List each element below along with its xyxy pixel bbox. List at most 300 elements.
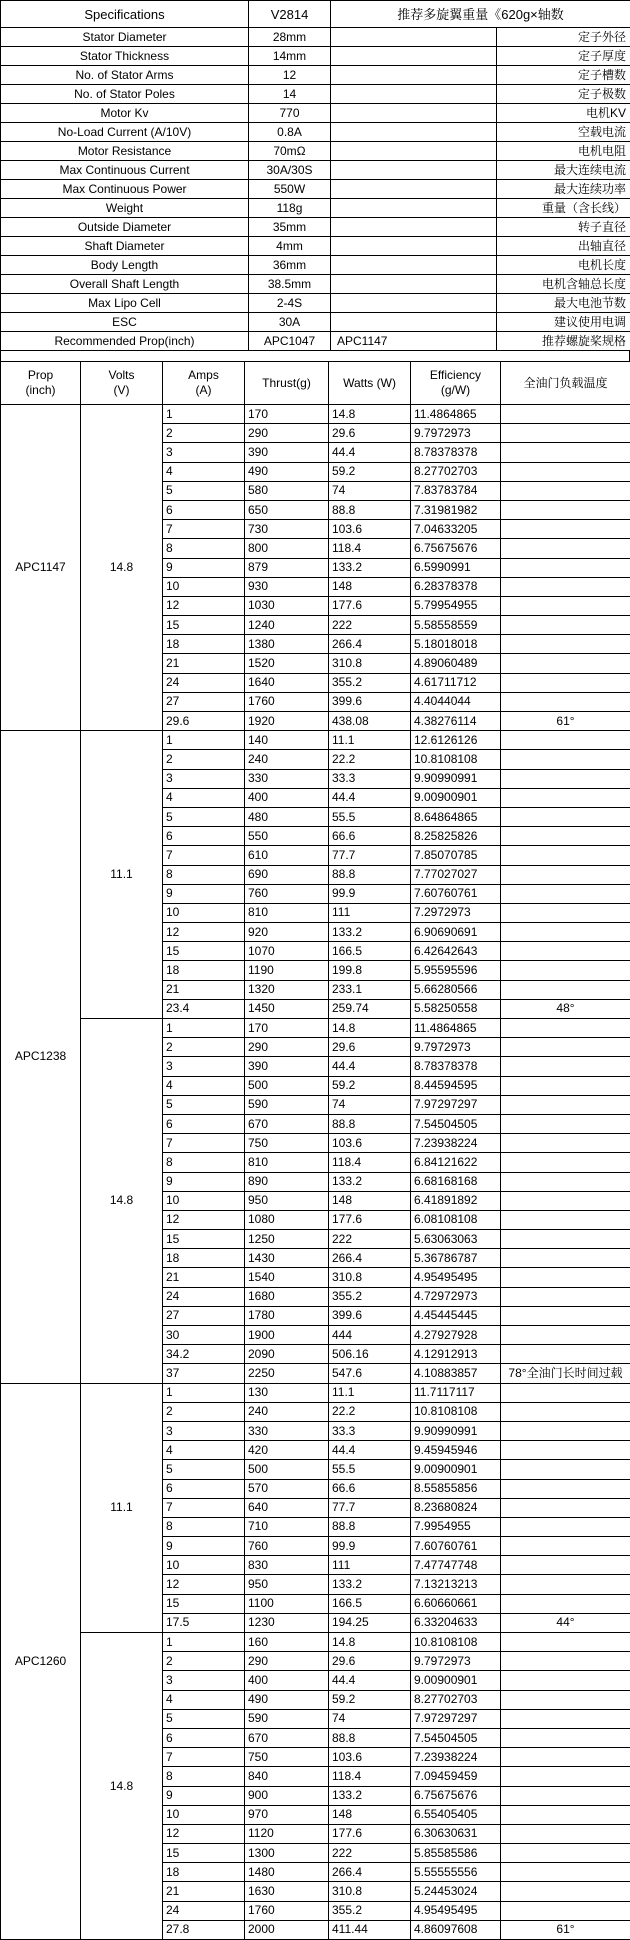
temperature-value <box>501 1421 630 1440</box>
temperature-value <box>501 1633 630 1652</box>
amps-value: 8 <box>163 865 245 884</box>
thrust-value: 1320 <box>245 980 329 999</box>
spec-value: 70mΩ <box>249 142 331 161</box>
efficiency-value: 8.78378378 <box>411 1057 501 1076</box>
efficiency-value: 5.95595596 <box>411 961 501 980</box>
thrust-value: 1680 <box>245 1287 329 1306</box>
watts-value: 222 <box>329 616 411 635</box>
temperature-value: 78°全油门长时间过载 <box>501 1364 630 1383</box>
thrust-value: 900 <box>245 1786 329 1805</box>
efficiency-value: 5.85585586 <box>411 1844 501 1863</box>
temperature-value <box>501 1863 630 1882</box>
thrust-value: 590 <box>245 1709 329 1728</box>
watts-value: 44.4 <box>329 443 411 462</box>
volts-value: 14.8 <box>81 1019 163 1384</box>
efficiency-value: 11.4864865 <box>411 405 501 424</box>
thrust-value: 140 <box>245 731 329 750</box>
thrust-value: 290 <box>245 424 329 443</box>
spec-name-cn: 定子极数 <box>497 85 630 104</box>
amps-value: 1 <box>163 1633 245 1652</box>
efficiency-value: 4.95495495 <box>411 1268 501 1287</box>
efficiency-value: 9.7972973 <box>411 1038 501 1057</box>
efficiency-value: 4.27927928 <box>411 1326 501 1345</box>
watts-value: 29.6 <box>329 1038 411 1057</box>
thrust-value: 1480 <box>245 1863 329 1882</box>
temperature-value <box>501 1402 630 1421</box>
spec-blank <box>331 313 497 332</box>
amps-value: 1 <box>163 1383 245 1402</box>
amps-value: 3 <box>163 1057 245 1076</box>
performance-row <box>1 1019 630 1038</box>
amps-value: 27 <box>163 692 245 711</box>
amps-value: 10 <box>163 1191 245 1210</box>
temperature-value: 61° <box>501 712 630 731</box>
temperature-value <box>501 750 630 769</box>
amps-value: 2 <box>163 1402 245 1421</box>
efficiency-value: 4.89060489 <box>411 654 501 673</box>
amps-value: 7 <box>163 1748 245 1767</box>
amps-value: 5 <box>163 807 245 826</box>
thrust-value: 810 <box>245 1153 329 1172</box>
thrust-value: 390 <box>245 443 329 462</box>
watts-value: 88.8 <box>329 1517 411 1536</box>
spec-name-cn: 电机长度 <box>497 256 630 275</box>
temperature-value <box>501 827 630 846</box>
efficiency-value: 9.00900901 <box>411 1671 501 1690</box>
amps-value: 1 <box>163 405 245 424</box>
header-efficiency: Efficiency (g/W) <box>411 362 501 405</box>
amps-value: 15 <box>163 1230 245 1249</box>
header-volts: Volts (V) <box>81 362 163 405</box>
watts-value: 103.6 <box>329 1134 411 1153</box>
watts-value: 103.6 <box>329 1748 411 1767</box>
thrust-value: 710 <box>245 1517 329 1536</box>
efficiency-value: 11.7117117 <box>411 1383 501 1402</box>
spec-name: Stator Diameter <box>1 28 249 47</box>
watts-value: 77.7 <box>329 846 411 865</box>
amps-value: 37 <box>163 1364 245 1383</box>
amps-value: 4 <box>163 788 245 807</box>
efficiency-value: 7.9954955 <box>411 1517 501 1536</box>
thrust-value: 240 <box>245 1402 329 1421</box>
amps-value: 2 <box>163 1038 245 1057</box>
amps-value: 7 <box>163 520 245 539</box>
watts-value: 59.2 <box>329 462 411 481</box>
amps-value: 3 <box>163 1421 245 1440</box>
efficiency-value: 7.77027027 <box>411 865 501 884</box>
thrust-value: 730 <box>245 520 329 539</box>
spec-name-cn: 推荐螺旋桨规格 <box>497 332 630 351</box>
spec-blank <box>331 199 497 218</box>
watts-value: 77.7 <box>329 1498 411 1517</box>
temperature-value <box>501 846 630 865</box>
spec-name-cn: 定子槽数 <box>497 66 630 85</box>
efficiency-value: 7.2972973 <box>411 903 501 922</box>
thrust-value: 640 <box>245 1498 329 1517</box>
temperature-value <box>501 1786 630 1805</box>
efficiency-value: 5.55555556 <box>411 1863 501 1882</box>
amps-value: 2 <box>163 1652 245 1671</box>
thrust-value: 1450 <box>245 999 329 1018</box>
temperature-value <box>501 1575 630 1594</box>
amps-value: 10 <box>163 903 245 922</box>
watts-value: 259.74 <box>329 999 411 1018</box>
efficiency-value: 7.83783784 <box>411 481 501 500</box>
thrust-value: 750 <box>245 1134 329 1153</box>
thrust-value: 690 <box>245 865 329 884</box>
temperature-value <box>501 1095 630 1114</box>
spec-value: 770 <box>249 104 331 123</box>
efficiency-value: 7.31981982 <box>411 500 501 519</box>
amps-value: 12 <box>163 923 245 942</box>
temperature-value: 48° <box>501 999 630 1018</box>
temperature-value <box>501 443 630 462</box>
watts-value: 148 <box>329 1805 411 1824</box>
recommended-prop-1: APC1047 <box>249 332 331 351</box>
temperature-value <box>501 520 630 539</box>
amps-value: 1 <box>163 1019 245 1038</box>
thrust-value: 400 <box>245 788 329 807</box>
temperature-value <box>501 788 630 807</box>
amps-value: 5 <box>163 1460 245 1479</box>
thrust-value: 1030 <box>245 596 329 615</box>
thrust-value: 2250 <box>245 1364 329 1383</box>
watts-value: 74 <box>329 481 411 500</box>
thrust-value: 1520 <box>245 654 329 673</box>
temperature-value <box>501 980 630 999</box>
temperature-value <box>501 1671 630 1690</box>
amps-value: 21 <box>163 980 245 999</box>
thrust-value: 170 <box>245 1019 329 1038</box>
amps-value: 9 <box>163 1537 245 1556</box>
spec-blank <box>331 275 497 294</box>
spec-blank <box>331 28 497 47</box>
spec-name: Max Lipo Cell <box>1 294 249 313</box>
temperature-value <box>501 1517 630 1536</box>
spec-name: Max Continuous Current <box>1 161 249 180</box>
amps-value: 6 <box>163 500 245 519</box>
thrust-value: 1640 <box>245 673 329 692</box>
spec-name: Overall Shaft Length <box>1 275 249 294</box>
efficiency-value: 6.5990991 <box>411 558 501 577</box>
spec-row <box>1 161 630 180</box>
header-amps: Amps (A) <box>163 362 245 405</box>
spec-row <box>1 85 630 104</box>
efficiency-value: 6.90690691 <box>411 923 501 942</box>
thrust-value: 1430 <box>245 1249 329 1268</box>
efficiency-value: 8.25825826 <box>411 827 501 846</box>
watts-value: 11.1 <box>329 731 411 750</box>
watts-value: 133.2 <box>329 923 411 942</box>
amps-value: 8 <box>163 1767 245 1786</box>
watts-value: 74 <box>329 1095 411 1114</box>
temperature-value <box>501 1249 630 1268</box>
efficiency-value: 8.23680824 <box>411 1498 501 1517</box>
efficiency-value: 4.12912913 <box>411 1345 501 1364</box>
efficiency-value: 9.45945946 <box>411 1441 501 1460</box>
spec-blank <box>331 47 497 66</box>
spec-value: 30A <box>249 313 331 332</box>
watts-value: 266.4 <box>329 1249 411 1268</box>
spec-row <box>1 256 630 275</box>
temperature-value <box>501 539 630 558</box>
efficiency-value: 8.27702703 <box>411 462 501 481</box>
temperature-value <box>501 1556 630 1575</box>
efficiency-value: 9.00900901 <box>411 788 501 807</box>
prop-name: APC1147 <box>1 405 81 731</box>
thrust-value: 240 <box>245 750 329 769</box>
efficiency-value: 6.55405405 <box>411 1805 501 1824</box>
thrust-value: 1900 <box>245 1326 329 1345</box>
spec-name-cn: 定子外径 <box>497 28 630 47</box>
spec-row <box>1 313 630 332</box>
spec-name-cn: 转子直径 <box>497 218 630 237</box>
watts-value: 222 <box>329 1844 411 1863</box>
temperature-value <box>501 596 630 615</box>
watts-value: 88.8 <box>329 1728 411 1747</box>
efficiency-value: 6.30630631 <box>411 1824 501 1843</box>
amps-value: 10 <box>163 1556 245 1575</box>
spec-row <box>1 47 630 66</box>
amps-value: 4 <box>163 1076 245 1095</box>
thrust-value: 1300 <box>245 1844 329 1863</box>
thrust-value: 500 <box>245 1076 329 1095</box>
header-temperature: 全油门负载温度 <box>501 362 630 405</box>
temperature-value <box>501 923 630 942</box>
amps-value: 21 <box>163 1268 245 1287</box>
spec-value: 12 <box>249 66 331 85</box>
amps-value: 15 <box>163 616 245 635</box>
amps-value: 5 <box>163 481 245 500</box>
header-thrust: Thrust(g) <box>245 362 329 405</box>
volts-value: 14.8 <box>81 405 163 731</box>
thrust-value: 490 <box>245 462 329 481</box>
thrust-value: 810 <box>245 903 329 922</box>
efficiency-value: 6.41891892 <box>411 1191 501 1210</box>
efficiency-value: 5.58558559 <box>411 616 501 635</box>
efficiency-value: 9.00900901 <box>411 1460 501 1479</box>
spec-name-cn: 电机电阻 <box>497 142 630 161</box>
thrust-value: 330 <box>245 769 329 788</box>
temperature-value <box>501 424 630 443</box>
efficiency-value: 7.54504505 <box>411 1728 501 1747</box>
thrust-value: 670 <box>245 1728 329 1747</box>
thrust-value: 420 <box>245 1441 329 1460</box>
amps-value: 12 <box>163 1824 245 1843</box>
amps-value: 24 <box>163 1901 245 1920</box>
temperature-value <box>501 1210 630 1229</box>
spec-name-cn: 出轴直径 <box>497 237 630 256</box>
watts-value: 194.25 <box>329 1613 411 1632</box>
thrust-value: 1630 <box>245 1882 329 1901</box>
thrust-value: 970 <box>245 1805 329 1824</box>
thrust-value: 670 <box>245 1114 329 1133</box>
watts-value: 55.5 <box>329 807 411 826</box>
temperature-value <box>501 1594 630 1613</box>
thrust-value: 760 <box>245 1537 329 1556</box>
thrust-value: 1760 <box>245 692 329 711</box>
efficiency-value: 12.6126126 <box>411 731 501 750</box>
spec-blank <box>331 66 497 85</box>
efficiency-value: 11.4864865 <box>411 1019 501 1038</box>
amps-value: 7 <box>163 1498 245 1517</box>
watts-value: 148 <box>329 577 411 596</box>
temperature-value <box>501 1767 630 1786</box>
thrust-value: 1540 <box>245 1268 329 1287</box>
spec-name: No. of Stator Poles <box>1 85 249 104</box>
efficiency-value: 4.4044044 <box>411 692 501 711</box>
spec-blank <box>331 104 497 123</box>
performance-row <box>1 1383 630 1402</box>
thrust-value: 290 <box>245 1038 329 1057</box>
amps-value: 29.6 <box>163 712 245 731</box>
amps-value: 1 <box>163 731 245 750</box>
temperature-value <box>501 1076 630 1095</box>
temperature-value <box>501 1537 630 1556</box>
spec-blank <box>331 237 497 256</box>
amps-value: 24 <box>163 1287 245 1306</box>
spec-row <box>1 123 630 142</box>
efficiency-value: 10.8108108 <box>411 1402 501 1421</box>
temperature-value <box>501 1268 630 1287</box>
efficiency-value: 4.38276114 <box>411 712 501 731</box>
spec-value: 28mm <box>249 28 331 47</box>
performance-body <box>1 362 630 1940</box>
spec-value: 38.5mm <box>249 275 331 294</box>
thrust-value: 170 <box>245 405 329 424</box>
amps-value: 15 <box>163 942 245 961</box>
efficiency-value: 9.7972973 <box>411 424 501 443</box>
amps-value: 27.8 <box>163 1920 245 1939</box>
watts-value: 103.6 <box>329 520 411 539</box>
spec-row <box>1 275 630 294</box>
spec-blank <box>331 142 497 161</box>
temperature-value <box>501 884 630 903</box>
watts-value: 118.4 <box>329 1767 411 1786</box>
model-number: V2814 <box>249 1 331 28</box>
temperature-value <box>501 1134 630 1153</box>
watts-value: 399.6 <box>329 1306 411 1325</box>
thrust-value: 840 <box>245 1767 329 1786</box>
amps-value: 3 <box>163 443 245 462</box>
watts-value: 266.4 <box>329 635 411 654</box>
temperature-value <box>501 558 630 577</box>
thrust-value: 930 <box>245 577 329 596</box>
temperature-value <box>501 1882 630 1901</box>
thrust-value: 950 <box>245 1191 329 1210</box>
temperature-value <box>501 1441 630 1460</box>
thrust-value: 1230 <box>245 1613 329 1632</box>
amps-value: 34.2 <box>163 1345 245 1364</box>
temperature-value <box>501 769 630 788</box>
temperature-value <box>501 481 630 500</box>
efficiency-value: 4.72972973 <box>411 1287 501 1306</box>
watts-value: 55.5 <box>329 1460 411 1479</box>
efficiency-value: 4.86097608 <box>411 1920 501 1939</box>
watts-value: 355.2 <box>329 1287 411 1306</box>
efficiency-value: 5.63063063 <box>411 1230 501 1249</box>
spec-blank <box>331 218 497 237</box>
spec-row <box>1 66 630 85</box>
amps-value: 18 <box>163 1249 245 1268</box>
header-watts: Watts (W) <box>329 362 411 405</box>
temperature-value <box>501 1805 630 1824</box>
temperature-value: 61° <box>501 1920 630 1939</box>
amps-value: 6 <box>163 1114 245 1133</box>
spec-value: 118g <box>249 199 331 218</box>
spec-row <box>1 104 630 123</box>
watts-value: 66.6 <box>329 1479 411 1498</box>
efficiency-value: 7.23938224 <box>411 1748 501 1767</box>
spec-row <box>1 199 630 218</box>
spec-value: 30A/30S <box>249 161 331 180</box>
efficiency-value: 4.95495495 <box>411 1901 501 1920</box>
thrust-value: 2090 <box>245 1345 329 1364</box>
watts-value: 74 <box>329 1709 411 1728</box>
thrust-value: 760 <box>245 884 329 903</box>
table-spacer <box>0 351 630 361</box>
watts-value: 411.44 <box>329 1920 411 1939</box>
watts-value: 33.3 <box>329 1421 411 1440</box>
spec-name-cn: 重量（含长线） <box>497 199 630 218</box>
efficiency-value: 6.68168168 <box>411 1172 501 1191</box>
performance-row <box>1 405 630 424</box>
amps-value: 18 <box>163 635 245 654</box>
amps-value: 4 <box>163 1690 245 1709</box>
spec-row <box>1 218 630 237</box>
temperature-value <box>501 807 630 826</box>
thrust-value: 1920 <box>245 712 329 731</box>
amps-value: 9 <box>163 1786 245 1805</box>
spec-name-cn: 最大连续电流 <box>497 161 630 180</box>
temperature-value <box>501 1709 630 1728</box>
temperature-value <box>501 635 630 654</box>
spec-name-cn: 建议使用电调 <box>497 313 630 332</box>
efficiency-value: 9.7972973 <box>411 1652 501 1671</box>
efficiency-value: 9.90990991 <box>411 1421 501 1440</box>
spec-name: Recommended Prop(inch) <box>1 332 249 351</box>
temperature-value <box>501 1057 630 1076</box>
spec-row <box>1 237 630 256</box>
temperature-value <box>501 1345 630 1364</box>
amps-value: 8 <box>163 1517 245 1536</box>
recommended-prop-row <box>1 332 630 351</box>
thrust-value: 1080 <box>245 1210 329 1229</box>
watts-value: 222 <box>329 1230 411 1249</box>
watts-value: 59.2 <box>329 1076 411 1095</box>
amps-value: 12 <box>163 1210 245 1229</box>
efficiency-value: 7.04633205 <box>411 520 501 539</box>
temperature-value <box>501 1326 630 1345</box>
temperature-value <box>501 462 630 481</box>
watts-value: 88.8 <box>329 500 411 519</box>
efficiency-value: 7.97297297 <box>411 1709 501 1728</box>
efficiency-value: 6.84121622 <box>411 1153 501 1172</box>
watts-value: 133.2 <box>329 558 411 577</box>
amps-value: 3 <box>163 1671 245 1690</box>
thrust-value: 1120 <box>245 1824 329 1843</box>
temperature-value <box>501 1479 630 1498</box>
amps-value: 30 <box>163 1326 245 1345</box>
thrust-value: 1760 <box>245 1901 329 1920</box>
efficiency-value: 8.44594595 <box>411 1076 501 1095</box>
thrust-value: 800 <box>245 539 329 558</box>
temperature-value: 44° <box>501 1613 630 1632</box>
thrust-value: 330 <box>245 1421 329 1440</box>
amps-value: 21 <box>163 1882 245 1901</box>
watts-value: 44.4 <box>329 788 411 807</box>
efficiency-value: 8.55855856 <box>411 1479 501 1498</box>
